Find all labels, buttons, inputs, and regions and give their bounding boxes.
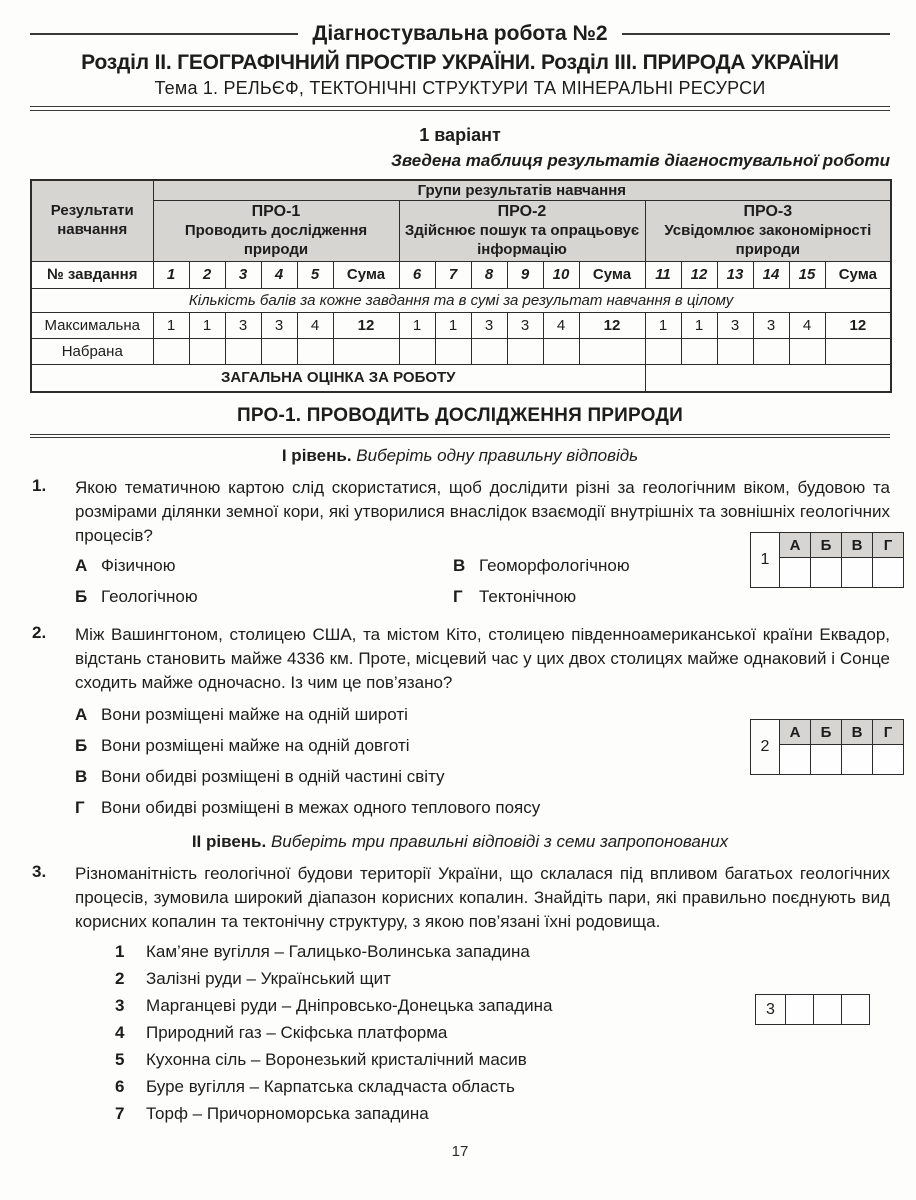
- answer-cell-q2-a[interactable]: [780, 745, 811, 775]
- task-number: 14: [753, 261, 789, 288]
- option-letter: Г: [75, 798, 85, 817]
- question-1-text: Якою тематичною картою слід скористатися, щоб дослідити різні за геологічним віком, будовою та розмірами ділянки земної кори, які утворилися внаслідок взаємодії внутрішніх та зовнішніх геологічних процесів?: [75, 478, 890, 545]
- sum-label: Сума: [333, 261, 399, 288]
- title-rule-left: [30, 33, 298, 35]
- answer-grid-q2-number: 2: [751, 720, 780, 775]
- results-corner-cell: Результати навчання: [31, 180, 153, 261]
- option-letter: В: [453, 556, 466, 575]
- work-title-row: [30, 22, 890, 46]
- variant-label: 1 варіант: [419, 125, 501, 145]
- level1-label: І рівень.: [281, 446, 352, 465]
- total-grade-cell[interactable]: [645, 364, 891, 392]
- max-value: 1: [189, 312, 225, 338]
- pair-item[interactable]: [115, 1100, 715, 1127]
- task-number: 15: [789, 261, 825, 288]
- option-a[interactable]: [75, 702, 715, 727]
- option-v[interactable]: [75, 764, 715, 789]
- task-number: 8: [471, 261, 507, 288]
- pair-number: 1: [115, 942, 125, 961]
- answer-cell-q2-b[interactable]: [811, 745, 842, 775]
- max-sum: 12: [579, 312, 645, 338]
- scored-cell[interactable]: [435, 338, 471, 364]
- answer-cell-q1-b[interactable]: [811, 558, 842, 588]
- pair-text: Марганцеві руди – Дніпровсько-Донецька западина: [146, 996, 553, 1015]
- pair-number: 4: [115, 1023, 125, 1042]
- group-pro1-name: Проводить дослідження природи: [184, 222, 368, 258]
- question-2-text: Між Вашингтоном, столицею США, та містом Кіто, столицею південноамериканської країни Еквадор, відстань становить майже 4336 км. Проте, місцевий час у цих двох столицях майже однаковий і Сонце сходить майже одночасно. Із чим це пов’язано?: [75, 625, 890, 692]
- pair-number: 7: [115, 1104, 125, 1123]
- answer-grid-letter: Г: [873, 533, 904, 558]
- max-value: 3: [471, 312, 507, 338]
- work-title: Діагностувальна робота №2: [312, 22, 608, 45]
- max-value: 3: [225, 312, 261, 338]
- scored-cell[interactable]: [753, 338, 789, 364]
- document-page: [30, 22, 893, 1160]
- level1-instruction: Виберіть одну правильну відповідь: [356, 446, 639, 465]
- option-text: Тектонічною: [479, 587, 577, 606]
- pair-text: Кам’яне вугілля – Галицько-Волинська западина: [146, 942, 530, 961]
- group-pro3-header: [645, 201, 891, 262]
- results-table: [30, 179, 892, 393]
- group-pro1-header: [153, 201, 399, 262]
- pair-item[interactable]: [115, 1019, 715, 1046]
- answer-grid-letter: В: [842, 533, 873, 558]
- option-letter: А: [75, 556, 88, 575]
- option-text: Фізичною: [101, 556, 176, 575]
- option-g[interactable]: [453, 584, 775, 609]
- answer-grid-letter: Г: [873, 720, 904, 745]
- answer-grid-letter: В: [842, 720, 873, 745]
- question-3-text: Різноманітність геологічної будови території України, що склалася під впливом багатьох геологічних процесів, зумовила широкий діапазон корисних копалин. Знайдіть пари, які правильно поєднують вид корисних копалин та тектонічну структуру, з якою пов’язані їхні родовища.: [75, 864, 890, 931]
- option-a[interactable]: [75, 553, 453, 578]
- points-note: Кількість балів за кожне завдання та в сумі за результат навчання в цілому: [31, 288, 891, 312]
- answer-cell-q2-g[interactable]: [873, 745, 904, 775]
- answer-grid-q1: [750, 532, 904, 588]
- scored-cell[interactable]: [543, 338, 579, 364]
- pair-item[interactable]: [115, 965, 715, 992]
- scored-cell[interactable]: [153, 338, 189, 364]
- max-value: 1: [399, 312, 435, 338]
- max-value: 3: [753, 312, 789, 338]
- task-number: 7: [435, 261, 471, 288]
- question-1: [30, 476, 893, 609]
- pair-text: Буре вугілля – Карпатська складчаста область: [146, 1077, 515, 1096]
- pair-number: 3: [115, 996, 125, 1015]
- answer-cell-q1-a[interactable]: [780, 558, 811, 588]
- max-value: 3: [717, 312, 753, 338]
- task-number: 3: [225, 261, 261, 288]
- sum-label: Сума: [825, 261, 891, 288]
- answer-cell-q1-g[interactable]: [873, 558, 904, 588]
- option-text: Вони обидві розміщені в межах одного теплового поясу: [101, 798, 541, 817]
- task-number: 4: [261, 261, 297, 288]
- max-value: 4: [789, 312, 825, 338]
- title-rule-right: [622, 33, 890, 35]
- pair-number: 2: [115, 969, 125, 988]
- max-sum: 12: [825, 312, 891, 338]
- option-b[interactable]: [75, 733, 715, 758]
- group-pro3-name: Усвідомлює закономірності природи: [664, 222, 872, 258]
- task-number: 1: [153, 261, 189, 288]
- option-text: Вони обидві розміщені в одній частині світу: [101, 767, 445, 786]
- option-b[interactable]: [75, 584, 453, 609]
- task-number: 10: [543, 261, 579, 288]
- group-pro1-code: ПРО-1: [251, 203, 301, 220]
- page-number: 17: [451, 1143, 469, 1160]
- max-value: 4: [297, 312, 333, 338]
- answer-grid-letter: Б: [811, 720, 842, 745]
- scored-cell[interactable]: [189, 338, 225, 364]
- max-row-label: Максимальна: [31, 312, 153, 338]
- pair-text: Кухонна сіль – Воронезький кристалічний масив: [146, 1050, 527, 1069]
- task-number: 5: [297, 261, 333, 288]
- answer-box-cell-1[interactable]: [786, 995, 814, 1025]
- option-letter: А: [75, 705, 88, 724]
- option-text: Вони розміщені майже на одній широті: [101, 705, 408, 724]
- option-letter: Б: [75, 587, 88, 606]
- group-pro2-code: ПРО-2: [497, 203, 547, 220]
- answer-cell-q2-v[interactable]: [842, 745, 873, 775]
- scored-row-label: Набрана: [31, 338, 153, 364]
- task-number: 9: [507, 261, 543, 288]
- option-text: Геоморфологічною: [479, 556, 630, 575]
- option-letter: Б: [75, 736, 88, 755]
- option-g[interactable]: [75, 795, 715, 820]
- group-pro2-name: Здійснює пошук та опрацьовує інформацію: [404, 222, 640, 258]
- max-value: 1: [435, 312, 471, 338]
- question-1-options: [75, 553, 775, 609]
- question-3: [30, 862, 890, 1127]
- question-1-number: 1.: [32, 476, 47, 495]
- header-divider: [30, 106, 890, 111]
- section-title: Розділ ІІ. ГЕОГРАФІЧНИЙ ПРОСТІР УКРАЇНИ. Розділ ІІІ. ПРИРОДА УКРАЇНИ: [81, 51, 839, 74]
- results-table-caption: Зведена таблиця результатів діагностувальної роботи: [390, 151, 890, 170]
- scored-sum-cell[interactable]: [579, 338, 645, 364]
- task-number: 12: [681, 261, 717, 288]
- option-v[interactable]: [453, 553, 775, 578]
- answer-grid-letter: А: [780, 720, 811, 745]
- level2-line: [30, 832, 890, 852]
- question-2-options: [75, 702, 715, 820]
- level2-label: ІІ рівень.: [191, 832, 267, 851]
- group-pro2-header: [399, 201, 645, 262]
- scored-cell[interactable]: [681, 338, 717, 364]
- total-grade-label: ЗАГАЛЬНА ОЦІНКА ЗА РОБОТУ: [31, 364, 645, 392]
- answer-grid-letter: Б: [811, 533, 842, 558]
- max-sum: 12: [333, 312, 399, 338]
- scored-sum-cell[interactable]: [825, 338, 891, 364]
- question-2-number: 2.: [32, 623, 47, 642]
- section-divider: [30, 434, 890, 438]
- groups-header-cell: Групи результатів навчання: [153, 180, 891, 201]
- max-value: 3: [507, 312, 543, 338]
- question-2: [30, 623, 893, 820]
- max-value: 1: [153, 312, 189, 338]
- answer-grid-q1-number: 1: [751, 533, 780, 588]
- pro1-section-heading: ПРО-1. ПРОВОДИТЬ ДОСЛІДЖЕННЯ ПРИРОДИ: [237, 405, 683, 426]
- question-3-number: 3.: [32, 862, 47, 881]
- pair-number: 6: [115, 1077, 125, 1096]
- scored-cell[interactable]: [789, 338, 825, 364]
- answer-grid-q2: [750, 719, 904, 775]
- task-number: 2: [189, 261, 225, 288]
- answer-box-cell-3[interactable]: [842, 995, 870, 1025]
- answer-box-q3: [755, 994, 870, 1025]
- pair-item[interactable]: [115, 1073, 715, 1100]
- max-value: 3: [261, 312, 297, 338]
- task-number: 13: [717, 261, 753, 288]
- level2-instruction: Виберіть три правильні відповіді з семи запропонованих: [270, 832, 729, 851]
- scored-cell[interactable]: [261, 338, 297, 364]
- task-row-label: № завдання: [31, 261, 153, 288]
- scored-cell[interactable]: [225, 338, 261, 364]
- pair-item[interactable]: [115, 938, 715, 965]
- scored-cell[interactable]: [471, 338, 507, 364]
- question-3-pairs: [75, 938, 715, 1127]
- answer-cell-q1-v[interactable]: [842, 558, 873, 588]
- pair-item[interactable]: [115, 1046, 715, 1073]
- scored-cell[interactable]: [507, 338, 543, 364]
- scored-cell[interactable]: [297, 338, 333, 364]
- option-letter: В: [75, 767, 88, 786]
- scored-cell[interactable]: [717, 338, 753, 364]
- scored-cell[interactable]: [645, 338, 681, 364]
- pair-item[interactable]: [115, 992, 715, 1019]
- group-pro3-code: ПРО-3: [743, 203, 793, 220]
- option-letter: Г: [453, 587, 463, 606]
- pair-text: Торф – Причорноморська западина: [146, 1104, 429, 1123]
- task-number: 11: [645, 261, 681, 288]
- answer-box-q3-number: 3: [756, 995, 786, 1025]
- pair-number: 5: [115, 1050, 125, 1069]
- sum-label: Сума: [579, 261, 645, 288]
- topic-title: Тема 1. РЕЛЬЄФ, ТЕКТОНІЧНІ СТРУКТУРИ ТА МІНЕРАЛЬНІ РЕСУРСИ: [154, 78, 766, 98]
- scored-cell[interactable]: [399, 338, 435, 364]
- option-text: Геологічною: [101, 587, 198, 606]
- answer-box-cell-2[interactable]: [814, 995, 842, 1025]
- max-value: 1: [681, 312, 717, 338]
- level1-line: [30, 446, 890, 466]
- pair-text: Залізні руди – Український щит: [146, 969, 391, 988]
- task-number: 6: [399, 261, 435, 288]
- option-text: Вони розміщені майже на одній довготі: [101, 736, 410, 755]
- max-value: 1: [645, 312, 681, 338]
- max-value: 4: [543, 312, 579, 338]
- pair-text: Природний газ – Скіфська платформа: [146, 1023, 448, 1042]
- scored-sum-cell[interactable]: [333, 338, 399, 364]
- answer-grid-letter: А: [780, 533, 811, 558]
